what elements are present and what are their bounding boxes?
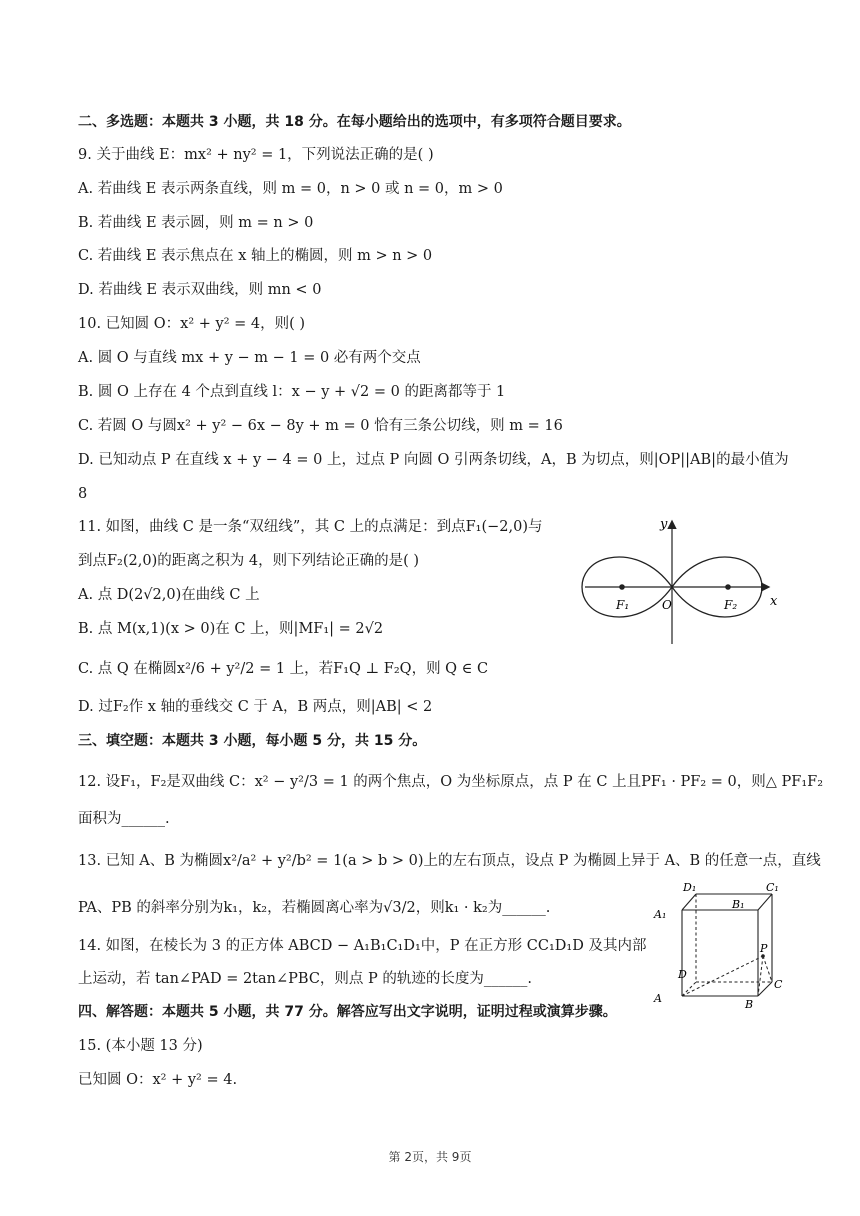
q11-stem-line1: 11. 如图，曲线 C 是一条“双纽线”，其 C 上的点满足：到点F₁(−2,0)与: [78, 519, 543, 535]
focus-f1-point: [619, 584, 625, 590]
q11-option-a: A. 点 D(2√2,0)在曲线 C 上: [78, 587, 260, 603]
section2-heading: 二、多选题：本题共 3 小题，共 18 分。在每小题给出的选项中，有多项符合题目要求。: [78, 114, 631, 130]
label-a: A: [654, 992, 662, 1005]
q13-line1: 13. 已知 A、B 为椭圆x²/a² + y²/b² = 1(a > b > 0)上的左右顶点，设点 P 为椭圆上异于 A、B 的任意一点，直线: [78, 853, 821, 869]
focus-f2-point: [725, 584, 731, 590]
label-a1: A₁: [654, 908, 667, 921]
section4-heading: 四、解答题：本题共 5 小题，共 77 分。解答应写出文字说明，证明过程或演算步骤。: [78, 1004, 617, 1020]
label-c1: C₁: [766, 881, 779, 894]
label-d: D: [678, 968, 687, 981]
y-axis-label: y: [660, 517, 668, 532]
label-d1: D₁: [683, 881, 697, 894]
q9-stem: 9. 关于曲线 E：mx² + ny² = 1，下列说法正确的是( ): [78, 147, 434, 163]
q11-option-d: D. 过F₂作 x 轴的垂线交 C 于 A，B 两点，则|AB| < 2: [78, 699, 433, 715]
section3-heading: 三、填空题：本题共 3 小题，每小题 5 分，共 15 分。: [78, 733, 427, 749]
q10-option-d-line2: 8: [78, 486, 88, 502]
q10-option-c: C. 若圆 O 与圆x² + y² − 6x − 8y + m = 0 恰有三条公切线，则 m = 16: [78, 418, 563, 434]
q13-line2: PA、PB 的斜率分别为k₁，k₂，若椭圆离心率为√3/2，则k₁ · k₂为______.: [78, 900, 551, 916]
q15-line1: 已知圆 O：x² + y² = 4.: [78, 1072, 238, 1088]
lemniscate-figure: [580, 512, 785, 647]
q15-title: 15. (本小题 13 分): [78, 1038, 203, 1054]
q10-option-a: A. 圆 O 与直线 mx + y − m − 1 = 0 必有两个交点: [78, 350, 421, 366]
label-p: P: [760, 942, 768, 955]
q10-stem: 10. 已知圆 O：x² + y² = 4，则( ): [78, 316, 306, 332]
label-c: C: [774, 978, 783, 991]
q11-option-c: C. 点 Q 在椭圆x²/6 + y²/2 = 1 上，若F₁Q ⊥ F₂Q，则 Q ∈ C: [78, 661, 489, 677]
label-b: B: [745, 998, 754, 1011]
q10-option-d-line1: D. 已知动点 P 在直线 x + y − 4 = 0 上，过点 P 向圆 O 引两条切线，A，B 为切点，则|OP||AB|的最小值为: [78, 452, 789, 468]
q11-stem-line2: 到点F₂(2,0)的距离之积为 4，则下列结论正确的是( ): [78, 553, 420, 569]
cube-figure: [650, 878, 785, 1013]
q9-option-d: D. 若曲线 E 表示双曲线，则 mn < 0: [78, 282, 322, 298]
label-b1: B₁: [732, 898, 745, 911]
q12-line2: 面积为______.: [78, 811, 170, 827]
q14-line2: 上运动，若 tan∠PAD = 2tan∠PBC，则点 P 的轨迹的长度为______.: [78, 971, 533, 987]
q9-option-b: B. 若曲线 E 表示圆，则 m = n > 0: [78, 215, 314, 231]
q10-option-b: B. 圆 O 上存在 4 个点到直线 l：x − y + √2 = 0 的距离都等于 1: [78, 384, 506, 400]
q9-option-c: C. 若曲线 E 表示焦点在 x 轴上的椭圆，则 m > n > 0: [78, 248, 433, 264]
f2-label: F₂: [724, 598, 738, 612]
q9-option-a: A. 若曲线 E 表示两条直线，则 m = 0，n > 0 或 n = 0，m > 0: [78, 181, 503, 197]
q14-line1: 14. 如图，在棱长为 3 的正方体 ABCD − A₁B₁C₁D₁中，P 在正方形 CC₁D₁D 及其内部: [78, 938, 647, 954]
origin-label: O: [662, 598, 672, 612]
q11-option-b: B. 点 M(x,1)(x > 0)在 C 上，则|MF₁| = 2√2: [78, 621, 384, 637]
x-axis-label: x: [770, 594, 778, 609]
q12-line1: 12. 设F₁，F₂是双曲线 C：x² − y²/3 = 1 的两个焦点，O 为坐标原点，点 P 在 C 上且PF₁ · PF₂ = 0，则△ PF₁F₂: [78, 774, 824, 790]
f1-label: F₁: [616, 598, 630, 612]
page-footer: 第 2页，共 9页: [388, 1150, 472, 1164]
